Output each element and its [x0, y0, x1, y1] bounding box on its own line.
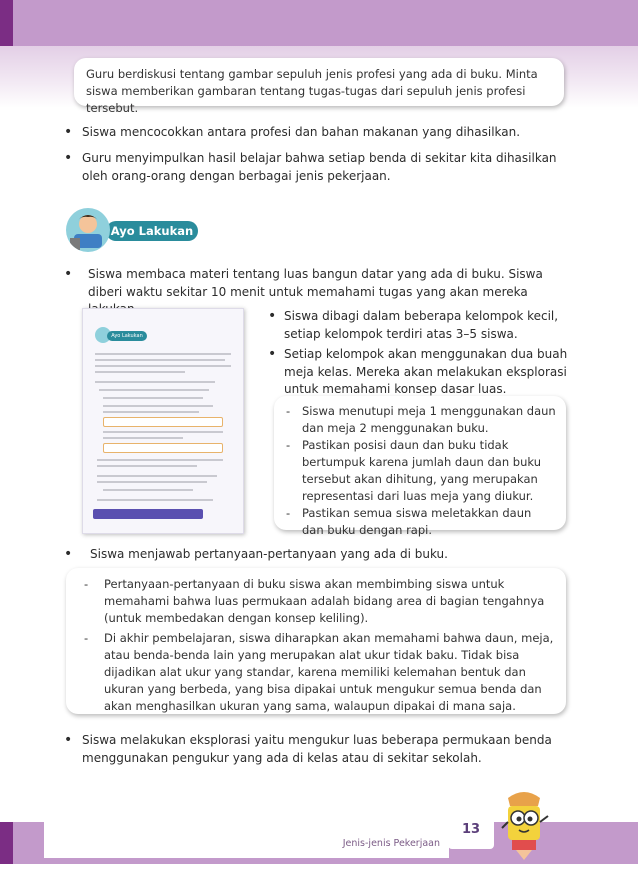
bullet-text: Siswa melakukan eksplorasi yaitu mengukur luas beberapa permukaan benda menggunakan pengukur yang ada di kelas atau di sekitar sekolah.	[82, 733, 552, 765]
bullet-text: Siswa menjawab pertanyaan-pertanyaan yang ada di buku.	[90, 547, 448, 561]
callout-exploration-steps	[274, 396, 566, 537]
note-text: Di akhir pembelajaran, siswa diharapkan akan memahami bahwa daun, meja, atau benda-benda lain yang merupakan alat ukur tidak baku. Tidak bisa dijadikan alat ukur yang standar, karena memiliki kelemahan bentuk dan ukuran yang berbeda, yang bisa dipakai untuk mengukur semua benda dan akan menghasilkan ukuran yang sama, walaupun dipakai di mana saja.	[104, 631, 554, 713]
ayo-lakukan-label: Ayo Lakukan	[106, 221, 198, 241]
bullet-item	[64, 732, 570, 767]
bullet-text: Siswa mencocokkan antara profesi dan bahan makanan yang dihasilkan.	[82, 125, 521, 139]
page-number: 13	[448, 815, 494, 849]
bullet-item	[64, 150, 570, 185]
callout-questions	[66, 568, 566, 714]
student-writing-icon	[66, 208, 110, 252]
step-text: Pastikan posisi daun dan buku tidak bertumpuk karena jumlah daun dan buku tersebut akan dihitung, yang merupakan representasi dari luas meja yang diukur.	[302, 438, 541, 503]
header-band	[0, 0, 638, 46]
note-item: - Di akhir pembelajaran, siswa diharapkan akan memahami bahwa daun, meja, atau benda-benda lain yang merupakan alat ukur tidak baku. Tidak bisa dijadikan alat ukur yang standar, karena memiliki kelemahan bentuk dan ukuran yang berbeda, yang bisa dipakai untuk mengukur semua benda dan akan menghasilkan ukuran yang sama, walaupun dipakai di mana saja.	[84, 631, 554, 713]
bullet-text: Guru menyimpulkan hasil belajar bahwa setiap benda di sekitar kita dihasilkan oleh orang-orang dengan berbagai jenis pekerjaan.	[82, 151, 557, 183]
thumb-label: Ayo Lakukan	[107, 331, 147, 341]
callout-discussion	[74, 58, 564, 115]
bullet-dot-icon: •	[64, 150, 73, 166]
step-text: Pastikan semua siswa meletakkan daun dan buku dengan rapi.	[302, 506, 532, 537]
bullet-item	[268, 308, 570, 343]
ayo-lakukan-badge	[66, 208, 198, 252]
step-item: - Pastikan semua siswa meletakkan daun dan buku dengan rapi.	[286, 506, 532, 537]
bullet-dot-icon: •	[64, 266, 73, 282]
bullet-text: Siswa dibagi dalam beberapa kelompok kecil, setiap kelompok terdiri atas 3–5 siswa.	[284, 309, 559, 341]
header-stripe	[0, 0, 13, 46]
bullet-item	[268, 346, 570, 399]
bullet-text: Siswa membaca materi tentang luas bangun datar yang ada di buku. Siswa diberi waktu sekitar 10 menit untuk memahami tugas yang akan mereka	[88, 267, 543, 299]
pencil-mascot-icon	[494, 788, 554, 860]
bullet-item	[64, 124, 570, 142]
step-item: - Siswa menutupi meja 1 menggunakan daun dan meja 2 menggunakan buku.	[286, 404, 556, 435]
book-page-thumbnail	[82, 308, 244, 534]
bullet-item	[64, 546, 570, 564]
step-item: - Pastikan posisi daun dan buku tidak bertumpuk karena jumlah daun dan buku tersebut akan dihitung, yang merupakan representasi dari luas meja yang diukur.	[286, 438, 541, 503]
note-item: - Pertanyaan-pertanyaan di buku siswa akan membimbing siswa untuk memahami bahwa luas permukaan adalah bidang area di bagian tengahnya (untuk membedakan dengan konsep keliling).	[84, 577, 545, 625]
bullet-dot-icon: •	[268, 308, 277, 324]
bullet-dot-icon: •	[64, 546, 73, 562]
step-text: Siswa menutupi meja 1 menggunakan daun dan meja 2 menggunakan buku.	[302, 404, 556, 435]
bullet-dot-icon: •	[64, 124, 73, 140]
thumb-footer	[93, 509, 203, 519]
bullet-dot-icon: •	[64, 732, 73, 748]
bullet-text: Setiap kelompok akan menggunakan dua buah meja kelas. Mereka akan melakukan eksplorasi untuk memahami konsep dasar luas.	[284, 347, 568, 396]
footer-title: Jenis-jenis Pekerjaan	[342, 838, 440, 849]
callout-discussion-text: Guru berdiskusi tentang gambar sepuluh jenis profesi yang ada di buku. Minta siswa memberikan gambaran tentang tugas-tugas dari sepuluh jenis profesi tersebut.	[86, 67, 538, 115]
footer-stripe	[0, 822, 13, 864]
note-text: Pertanyaan-pertanyaan di buku siswa akan membimbing siswa untuk memahami bahwa luas permukaan adalah bidang area di bagian tengahnya (untuk membedakan dengan konsep keliling).	[104, 577, 545, 625]
bullet-dot-icon: •	[268, 346, 277, 362]
